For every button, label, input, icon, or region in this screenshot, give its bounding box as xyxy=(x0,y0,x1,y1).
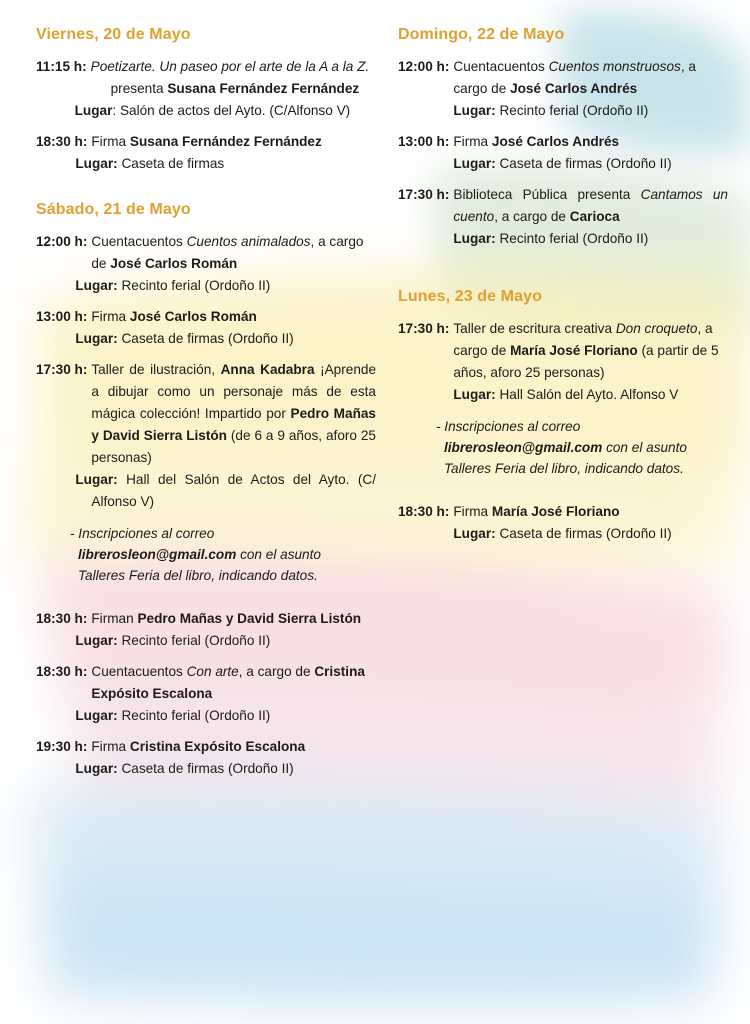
event-description xyxy=(91,661,376,705)
event-location xyxy=(75,328,376,350)
event-location xyxy=(75,758,376,780)
event-time: 18:30 h: xyxy=(36,611,88,626)
location-label: Lugar: xyxy=(453,231,496,246)
location-value: Recinto ferial (Ordoño II) xyxy=(121,708,271,723)
event-title: Cantamos un cuento xyxy=(453,187,728,224)
location-value: Caseta de firmas xyxy=(121,156,225,171)
event-time: 18:30 h: xyxy=(36,664,88,679)
event-item xyxy=(398,184,728,250)
event-person: José Carlos Román xyxy=(129,309,257,324)
event-person: José Carlos Román xyxy=(110,256,238,271)
event-text: , a cargo de xyxy=(494,209,566,224)
event-time: 17:30 h: xyxy=(398,187,450,202)
location-value: Caseta de firmas (Ordoño II) xyxy=(121,331,294,346)
event-description xyxy=(91,736,376,758)
day-sabado xyxy=(36,201,376,780)
event-time: 13:00 h: xyxy=(36,309,88,324)
event-location xyxy=(75,630,376,652)
event-location xyxy=(75,469,376,513)
event-item xyxy=(398,318,728,406)
event-location xyxy=(453,153,728,175)
day-viernes xyxy=(36,26,376,175)
location-value: Caseta de firmas (Ordoño II) xyxy=(121,761,294,776)
event-text: presenta xyxy=(110,81,164,96)
event-description xyxy=(91,608,376,630)
event-text: Cuentacuentos xyxy=(453,59,545,74)
event-text: Biblioteca Pública presenta xyxy=(453,187,631,202)
location-label: Lugar: xyxy=(75,761,118,776)
location-value: Recinto ferial (Ordoño II) xyxy=(121,633,271,648)
event-item xyxy=(36,608,376,652)
event-text: Cuentacuentos xyxy=(91,664,183,679)
event-person: Susana Fernández Fernández xyxy=(167,81,360,96)
location-value: : Salón de actos del Ayto. (C/Alfonso V) xyxy=(112,103,351,118)
event-title: Don croqueto xyxy=(615,321,698,336)
event-text: ¡Aprende a dibujar como un personaje más de esta mágica colección! Impartido por xyxy=(91,362,376,421)
event-text: , a cargo de xyxy=(91,234,364,271)
location-label: Lugar: xyxy=(453,103,496,118)
location-label: Lugar: xyxy=(453,156,496,171)
event-time: 18:30 h: xyxy=(36,134,88,149)
event-item xyxy=(36,131,376,175)
event-person: Anna Kadabra xyxy=(220,362,315,377)
event-location xyxy=(453,100,728,122)
event-item xyxy=(36,56,376,122)
location-value: Hall Salón del Ayto. Alfonso V xyxy=(499,387,679,402)
event-location xyxy=(75,100,376,122)
location-label: Lugar xyxy=(74,103,113,118)
event-item xyxy=(398,131,728,175)
event-text: (a partir de 5 años, aforo 25 personas) xyxy=(453,343,719,380)
event-title: Con arte xyxy=(186,664,239,679)
event-description xyxy=(91,56,376,100)
email-link[interactable]: librerosleon@gmail.com xyxy=(78,547,237,562)
location-label: Lugar: xyxy=(75,156,118,171)
event-text: Firma xyxy=(453,134,489,149)
event-description xyxy=(453,56,728,100)
location-label: Lugar: xyxy=(75,472,118,487)
event-item xyxy=(398,501,728,545)
event-description xyxy=(91,231,376,275)
event-time: 13:00 h: xyxy=(398,134,450,149)
note-text: con el asunto Talleres Feria del libro, indicando datos. xyxy=(444,440,687,476)
event-text: Taller de escritura creativa xyxy=(453,321,613,336)
location-label: Lugar: xyxy=(75,331,118,346)
location-value: Caseta de firmas (Ordoño II) xyxy=(499,526,672,541)
event-title: Cuentos animalados xyxy=(186,234,311,249)
event-item xyxy=(36,359,376,513)
location-label: Lugar: xyxy=(453,526,496,541)
event-text: Taller de ilustración, xyxy=(91,362,216,377)
left-column xyxy=(36,26,376,806)
email-link[interactable]: librerosleon@gmail.com xyxy=(444,440,603,455)
event-person: María José Floriano xyxy=(510,343,638,358)
registration-note xyxy=(56,523,356,586)
note-text: - Inscripciones al correo xyxy=(436,419,581,434)
event-person: Pedro Mañas y David Sierra Listón xyxy=(137,611,362,626)
event-time: 18:30 h: xyxy=(398,504,450,519)
right-column xyxy=(398,26,728,571)
event-time: 17:30 h: xyxy=(398,321,450,336)
event-person: Susana Fernández Fernández xyxy=(129,134,322,149)
event-text: (de 6 a 9 años, aforo 25 personas) xyxy=(91,428,376,465)
day-title: Lunes, 23 de Mayo xyxy=(398,288,542,305)
event-description xyxy=(453,131,728,153)
event-location xyxy=(453,228,728,250)
event-person: Cristina Expósito Escalona xyxy=(129,739,306,754)
event-location xyxy=(453,523,728,545)
event-item xyxy=(36,231,376,297)
event-location xyxy=(75,153,376,175)
event-text: Firma xyxy=(453,504,489,519)
event-person: Carioca xyxy=(569,209,620,224)
location-label: Lugar: xyxy=(75,708,118,723)
location-value: Recinto ferial (Ordoño II) xyxy=(499,103,649,118)
event-text: Cuentacuentos xyxy=(91,234,183,249)
event-description xyxy=(91,306,376,328)
note-text: - Inscripciones al correo xyxy=(70,526,215,541)
event-title: Cuentos monstruosos xyxy=(548,59,681,74)
event-location xyxy=(453,384,728,406)
event-time: 19:30 h: xyxy=(36,739,88,754)
event-description xyxy=(453,318,728,384)
event-description xyxy=(91,359,376,469)
event-text: Firma xyxy=(91,134,127,149)
event-item xyxy=(398,56,728,122)
location-label: Lugar: xyxy=(75,633,118,648)
event-text: , a cargo de xyxy=(238,664,311,679)
location-label: Lugar: xyxy=(75,278,118,293)
event-item xyxy=(36,661,376,727)
event-text: Firma xyxy=(91,309,127,324)
event-time: 12:00 h: xyxy=(36,234,88,249)
event-person: Pedro Mañas y David Sierra Listón xyxy=(91,406,376,443)
event-title: Poetizarte. Un paseo por el arte de la A a la Z. xyxy=(90,59,370,74)
event-description xyxy=(453,184,728,228)
event-description xyxy=(453,501,728,523)
note-text: con el asunto Talleres Feria del libro, indicando datos. xyxy=(78,547,321,583)
event-location xyxy=(75,275,376,297)
event-time: 17:30 h: xyxy=(36,362,88,377)
day-domingo xyxy=(398,26,728,250)
event-time: 11:15 h: xyxy=(36,59,87,74)
event-text: , a cargo de xyxy=(453,59,696,96)
event-location xyxy=(75,705,376,727)
location-label: Lugar: xyxy=(453,387,496,402)
event-person: Cristina Expósito Escalona xyxy=(91,664,365,701)
event-item xyxy=(36,736,376,780)
event-person: María José Floriano xyxy=(491,504,620,519)
event-person: José Carlos Andrés xyxy=(491,134,620,149)
location-value: Recinto ferial (Ordoño II) xyxy=(121,278,271,293)
event-description xyxy=(91,131,376,153)
event-person: José Carlos Andrés xyxy=(510,81,638,96)
event-text: Firma xyxy=(91,739,127,754)
location-value: Caseta de firmas (Ordoño II) xyxy=(499,156,672,171)
day-title: Sábado, 21 de Mayo xyxy=(36,201,191,218)
registration-note xyxy=(422,416,722,479)
event-time: 12:00 h: xyxy=(398,59,450,74)
day-title: Domingo, 22 de Mayo xyxy=(398,26,565,43)
location-value: Recinto ferial (Ordoño II) xyxy=(499,231,649,246)
day-title: Viernes, 20 de Mayo xyxy=(36,26,191,43)
location-value: Hall del Salón de Actos del Ayto. (C/ Alfonso V) xyxy=(91,472,377,509)
event-text: Firman xyxy=(91,611,134,626)
day-lunes xyxy=(398,288,728,545)
event-item xyxy=(36,306,376,350)
event-text: , a cargo de xyxy=(453,321,713,358)
